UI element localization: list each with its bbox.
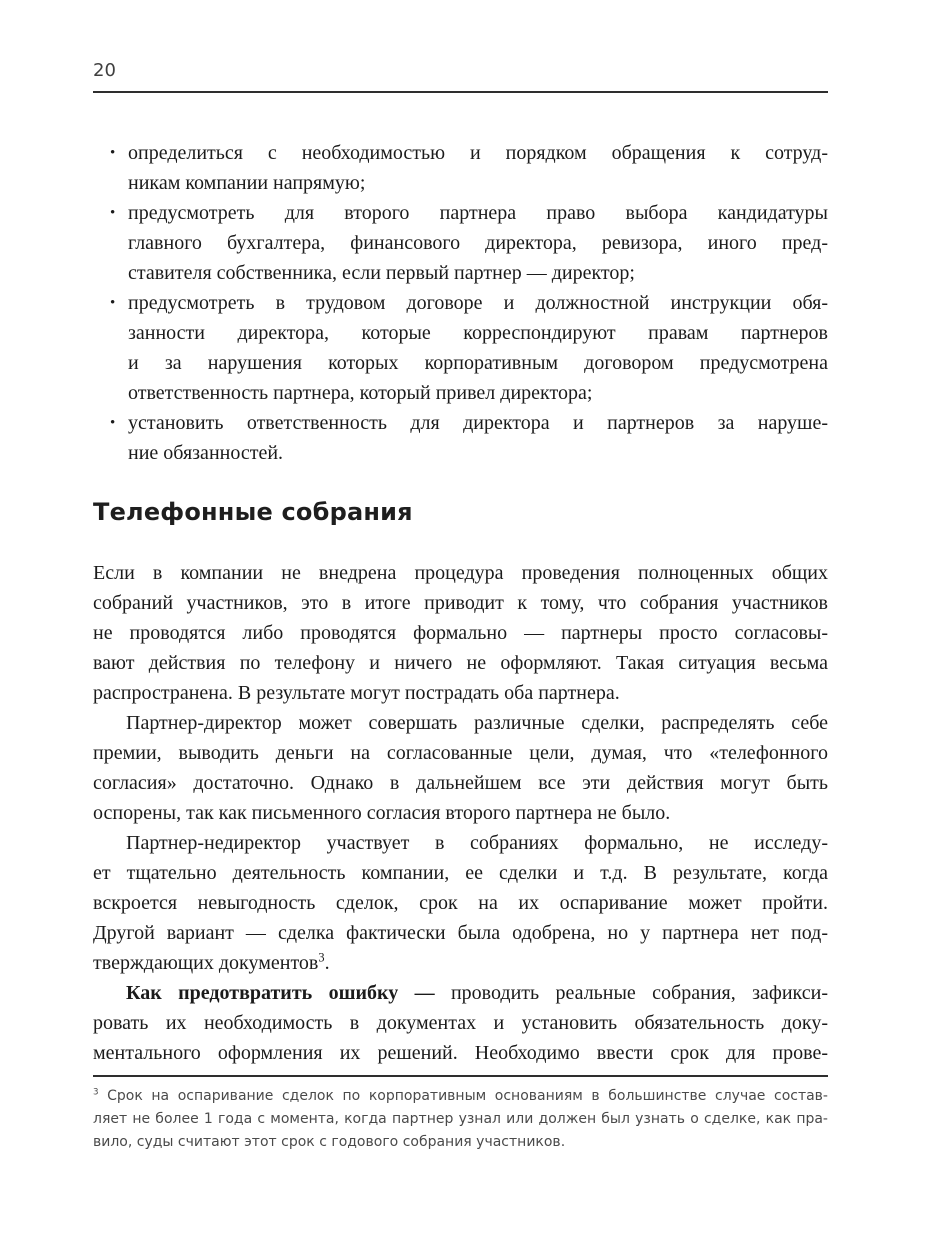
text-line: премии, выводить деньги на согласованные цели, думая, что «телефонного xyxy=(93,742,828,764)
text-line: Партнер-директор может совершать различные сделки, распределять себе xyxy=(126,712,828,734)
text-line: $^3$ Срок на оспаривание сделок по корпоративным основаниям в большинстве случае состав- xyxy=(93,1087,828,1104)
text-line: определиться с необходимостью и порядком обращения к сотруд- xyxy=(128,142,828,164)
text-line: собраний участников, это в итоге приводит к тому, что собрания участников xyxy=(93,592,828,614)
text-line: распространена. В результате могут пострадать оба партнера. xyxy=(93,682,620,704)
text-line: занности директора, которые корреспондируют правам партнеров xyxy=(128,322,828,344)
text-line: ставителя собственника, если первый партнер — директор; xyxy=(128,262,635,284)
text-line: ментального оформления их решений. Необходимо ввести срок для прове- xyxy=(93,1042,828,1064)
text-line: Партнер-недиректор участвует в собраниях формально, не исследу- xyxy=(126,832,828,854)
text-line: не проводятся либо проводятся формально — партнеры просто согласовы- xyxy=(93,622,828,644)
text-line: согласия» достаточно. Однако в дальнейшем все эти действия могут быть xyxy=(93,772,828,794)
bullet-item xyxy=(93,288,828,408)
bullet-icon: • xyxy=(110,145,116,161)
paragraph xyxy=(93,978,828,1068)
text-line: тверждающих документов$^3$. xyxy=(93,950,330,974)
paragraph xyxy=(93,558,828,708)
text-line: Другой вариант — сделка фактически была одобрена, но у партнера нет под- xyxy=(93,922,828,944)
paragraph xyxy=(93,828,828,978)
footnote-ref: 3 xyxy=(318,950,325,965)
text-line: ответственность партнера, который привел директора; xyxy=(128,382,593,404)
text-line: Как предотвратить ошибку — проводить реальные собрания, зафикси- xyxy=(126,982,828,1004)
text-line: и за нарушения которых корпоративным договором предусмотрена xyxy=(128,352,828,374)
footnote xyxy=(93,1085,828,1154)
page-number: 20 xyxy=(93,60,116,81)
text-line: Если в компании не внедрена процедура проведения полноценных общих xyxy=(93,562,828,584)
text-line: ровать их необходимость в документах и установить обязательность доку- xyxy=(93,1012,828,1034)
text-line: никам компании напрямую; xyxy=(128,172,366,194)
header-rule xyxy=(93,91,828,93)
footnote-rule xyxy=(93,1075,828,1077)
section-heading: Телефонные собрания xyxy=(93,498,413,526)
bullet-item xyxy=(93,408,828,468)
bullet-list xyxy=(93,138,828,468)
text-line: вило, суды считают этот срок с годового собрания участников. xyxy=(93,1134,566,1150)
text-line: предусмотреть для второго партнера право выбора кандидатуры xyxy=(128,202,828,224)
text-line: ние обязанностей. xyxy=(128,442,284,464)
text-line: вскроется невыгодность сделок, срок на их оспаривание может пройти. xyxy=(93,892,828,914)
text-line: ет тщательно деятельность компании, ее сделки и т.д. В результате, когда xyxy=(93,862,828,884)
text-line: главного бухгалтера, финансового директора, ревизора, иного пред- xyxy=(128,232,828,254)
bullet-item xyxy=(93,198,828,288)
bullet-icon: • xyxy=(110,295,116,311)
footnote-ref: 3 xyxy=(93,1087,99,1098)
text-line: вают действия по телефону и ничего не оформляют. Такая ситуация весьма xyxy=(93,652,828,674)
text-line: установить ответственность для директора и партнеров за наруше- xyxy=(128,412,828,434)
text-line: предусмотреть в трудовом договоре и должностной инструкции обя- xyxy=(128,292,828,314)
bullet-icon: • xyxy=(110,205,116,221)
paragraph xyxy=(93,708,828,828)
body-paragraphs xyxy=(93,558,828,1068)
bullet-item xyxy=(93,138,828,198)
text-line: оспорены, так как письменного согласия второго партнера не было. xyxy=(93,802,671,824)
bullet-icon: • xyxy=(110,415,116,431)
text-line: ляет не более 1 года с момента, когда партнер узнал или должен был узнать о сделке, как пра- xyxy=(93,1111,828,1127)
